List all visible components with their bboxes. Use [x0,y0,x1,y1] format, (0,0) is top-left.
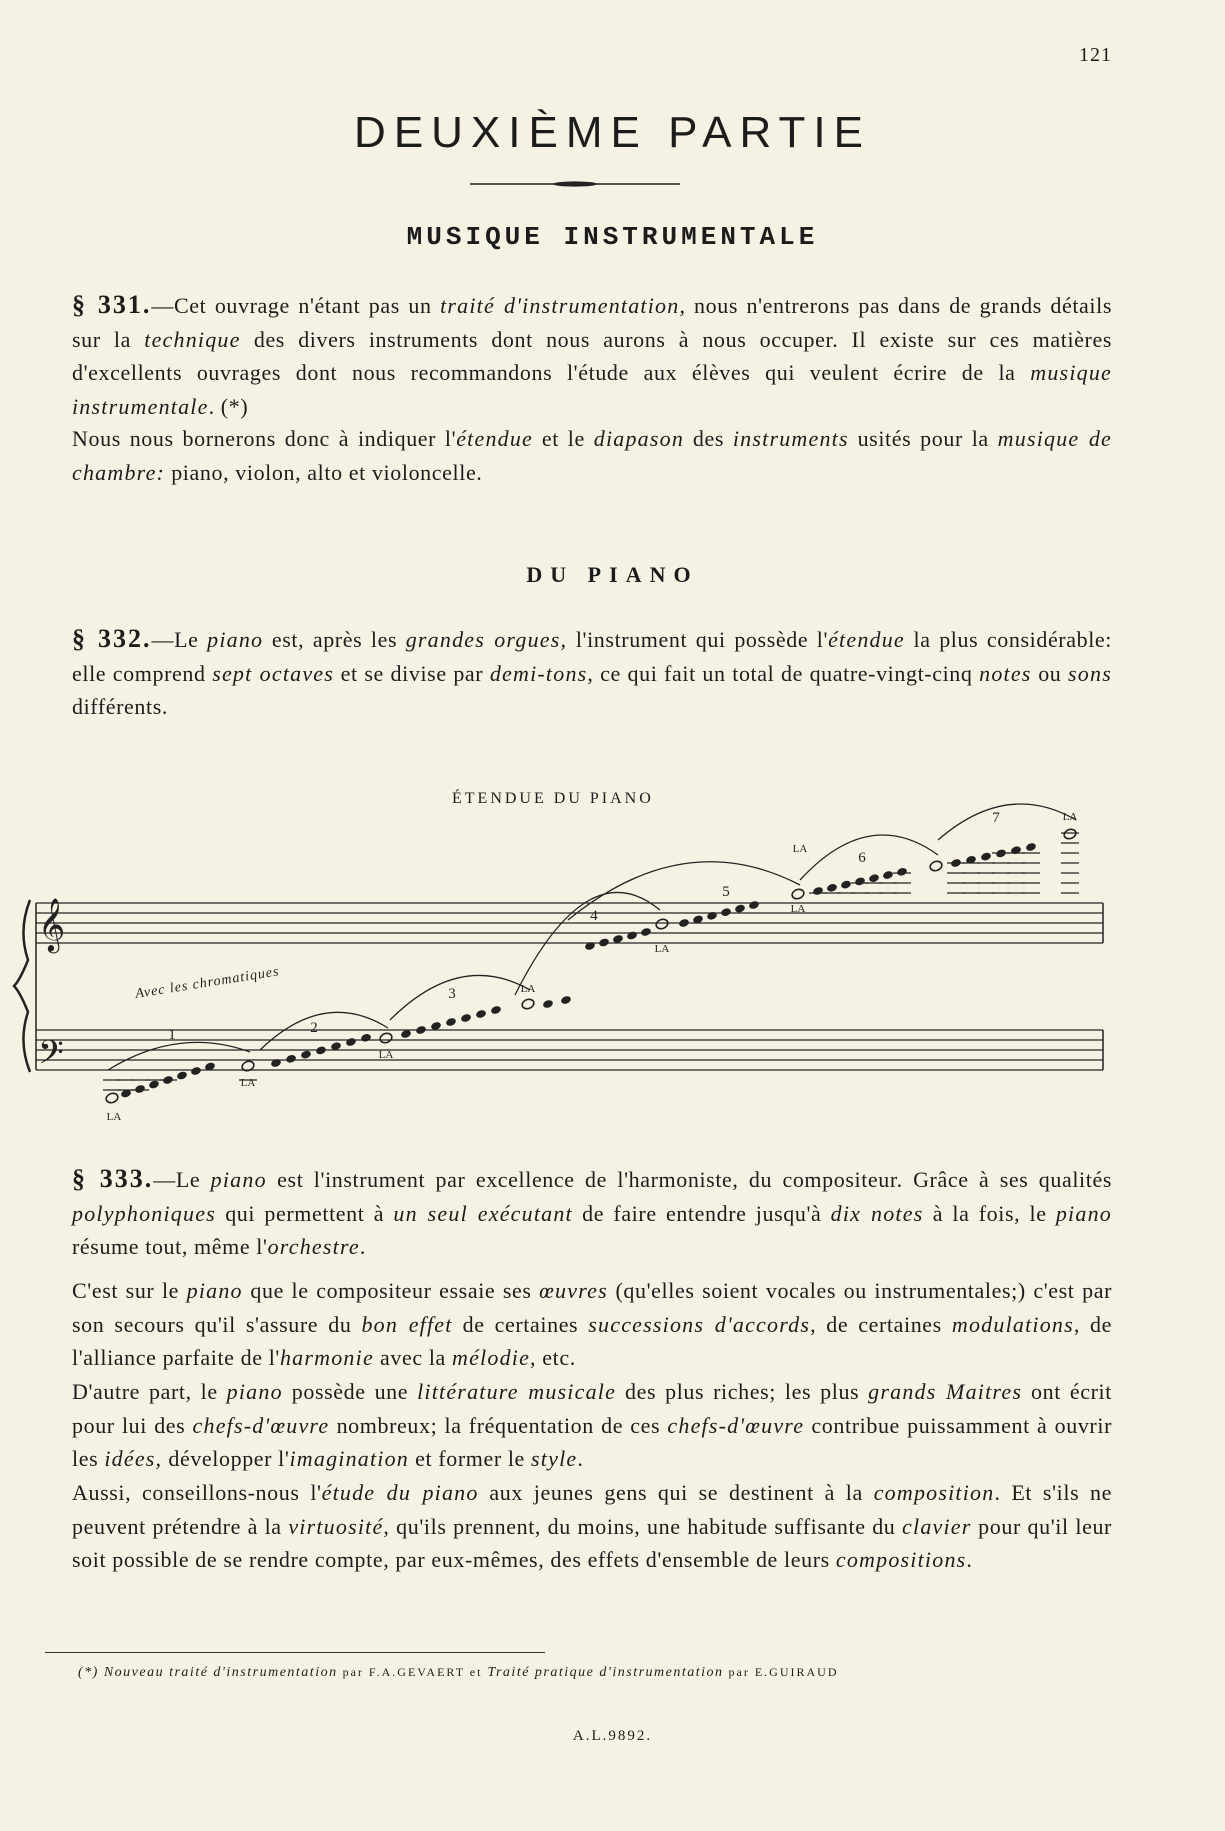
slur-octave-7 [938,804,1076,840]
slur-octave-6 [800,835,938,880]
note [980,852,992,862]
la-label: LA [520,983,536,995]
section-title: MUSIQUE INSTRUMENTALE [406,222,819,252]
la-label: LA [790,903,806,915]
paragraph-333-d: Aussi, conseillons-nous l'étude du piano aux jeunes gens qui se destinent à la composition. Et s'ils ne peuvent prétendre à la virtuosité, qu'ils prennent, du moins, une habitude suffisante du clavier pour qu'il leur soit possible de se rendre compte, par eux-mêmes, des effets d'ensemble de leurs compositions. [72,1480,1113,1572]
high-la-note [1063,828,1077,841]
note [542,999,554,1009]
la-label: LA [792,843,808,855]
note [678,918,690,928]
note [134,1084,146,1094]
section-number: § 331. [72,290,152,319]
la-note [791,888,805,901]
note [854,876,866,886]
page-number: 121 [1079,44,1112,66]
slur-octave-3 [390,975,530,1020]
la-label: LA [240,1077,256,1089]
note [560,995,572,1005]
octave-number: 7 [992,810,1000,826]
la-label: LA [1062,811,1078,823]
footnote-rule [45,1652,545,1653]
note [826,883,838,893]
note [812,886,824,896]
octave-number: 4 [590,908,598,924]
note [868,873,880,883]
note [626,930,638,940]
octave-number: 6 [858,850,866,866]
la-note [521,998,535,1011]
piano-heading: DU PIANO [526,562,699,587]
treble-staff [36,903,1103,943]
ornament-divider [470,178,680,190]
chromatic-label: Avec les chromatiques [134,964,281,1002]
slur-octave-2 [260,1012,388,1050]
note [315,1045,327,1055]
low-la-note [105,1092,119,1105]
octave-number: 3 [448,986,456,1002]
paragraph-332: § 332.—Le piano est, après les grandes orgues, l'instrument qui possède l'étendue la plus considérable: elle comprend sept octaves et se divise par demi-tons, ce qui fait un total de quatre-vingt-cinq notes ou sons différents. [72,624,1112,719]
note [490,1005,502,1015]
section-number: § 333. [72,1164,154,1193]
octave-number: 1 [168,1027,176,1043]
bass-staff [36,1030,1103,1070]
note [720,907,732,917]
slur-octave-5 [568,862,800,920]
octave-number: 2 [310,1020,318,1036]
note [300,1050,312,1060]
note [882,870,894,880]
note [190,1066,202,1076]
paragraph-331: § 331.—Cet ouvrage n'étant pas un traité d'instrumentation, nous n'entrerons pas dans de grands détails sur la technique des divers instruments dont nous aurons à nous occuper. Il existe sur ces matières d'excellents ouvrages dont nous recommandons l'étude aux élèves qui veulent écrire de la musique instrumentale. (*) [72,290,1113,419]
la-label: LA [378,1049,394,1061]
note [360,1033,372,1043]
footnote: (*) Nouveau traité d'instrumentation par F.A.GEVAERT et Traité pratique d'instrumentation par E.GUIRAUD [78,1665,839,1680]
slur-octave-1 [108,1042,250,1070]
treble-clef: 𝄞 [38,897,66,951]
note [445,1017,457,1027]
note [415,1025,427,1035]
note [345,1037,357,1047]
brace [14,900,30,1072]
la-note [655,918,669,931]
paragraph-333-c: D'autre part, le piano possède une littérature musicale des plus riches; les plus grands Maitres ont écrit pour lui des chefs-d'œuvre nombreux; la fréquentation de ces chefs-d'œuvre contribue puissamment à ouvrir les idées, développer l'imagination et former le style. [72,1379,1112,1471]
note [896,867,908,877]
octave-number: 5 [722,884,730,900]
note [734,904,746,914]
note [640,927,652,937]
part-title: DEUXIÈME PARTIE [354,108,871,157]
paragraph-331-continued: Nous nous bornerons donc à indiquer l'étendue et le diapason des instruments usités pour la musique de chambre: piano, violon, alto et violoncelle. [72,426,1112,485]
plate-number: A.L.9892. [572,1728,653,1744]
note [706,911,718,921]
note [1025,842,1037,852]
note [1010,845,1022,855]
note [748,900,760,910]
figure-caption: ÉTENDUE DU PIANO [452,790,654,807]
note [598,937,610,947]
note [475,1009,487,1019]
piano-range-staff [0,780,1225,1140]
la-label: LA [106,1111,122,1123]
la-note [379,1032,393,1045]
la-note [929,860,943,873]
note [148,1079,160,1089]
section-number: § 332. [72,624,152,653]
note [460,1013,472,1023]
paragraph-333: § 333.—Le piano est l'instrument par excellence de l'harmoniste, du compositeur. Grâce à ses qualités polyphoniques qui permettent à un seul exécutant de faire entendre jusqu'à dix notes à la fois, le piano résume tout, même l'orchestre. [72,1164,1112,1259]
bass-clef: 𝄢 [38,1034,64,1080]
la-label: LA [654,943,670,955]
note [176,1070,188,1080]
note [840,880,852,890]
paragraph-333-b: C'est sur le piano que le compositeur essaie ses œuvres (qu'elles soient vocales ou instrumentales;) c'est par son secours qu'il s'assure du bon effet de certaines successions d'accords, de certaines modulations, de l'alliance parfaite de l'harmonie avec la mélodie, etc. [72,1278,1113,1370]
note [285,1054,297,1064]
notes-layer [105,828,1077,1105]
